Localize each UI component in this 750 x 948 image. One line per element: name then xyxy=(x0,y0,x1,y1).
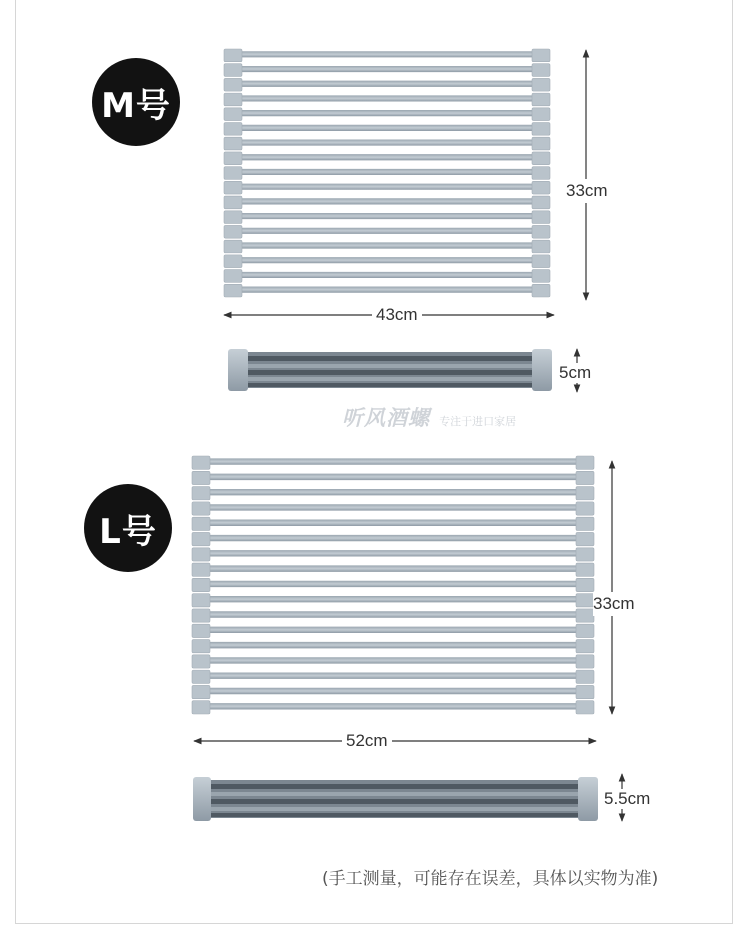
l-rack-end-cap xyxy=(576,471,594,484)
l-width-label: 33cm xyxy=(593,592,635,616)
m-rack-bar xyxy=(240,66,534,72)
l-rack-bar xyxy=(208,642,578,648)
l-rack-bar xyxy=(208,581,578,587)
l-rack-rolled xyxy=(193,777,598,821)
m-rack-bar xyxy=(240,169,534,175)
l-rack-bar xyxy=(208,688,578,694)
l-rack-end-cap xyxy=(576,548,594,561)
l-rack-end-cap xyxy=(576,594,594,607)
l-rack-end-cap xyxy=(576,532,594,545)
l-rack-end-cap xyxy=(192,517,210,530)
m-rack-bar xyxy=(240,139,534,145)
l-rack-end-cap xyxy=(576,655,594,668)
l-rack-end-cap xyxy=(576,578,594,591)
l-rack-end-cap xyxy=(576,502,594,515)
m-rack-bar xyxy=(240,184,534,190)
l-rack-bar xyxy=(208,520,578,526)
watermark xyxy=(342,402,516,432)
m-rack-end-cap xyxy=(532,167,550,180)
m-rack-end-cap xyxy=(224,137,242,150)
m-rack-end-cap xyxy=(224,181,242,194)
m-rack-end-cap xyxy=(532,196,550,209)
l-rolled-label: 5.5cm xyxy=(604,789,651,808)
l-rack-end-cap xyxy=(192,670,210,683)
m-length-label: 43cm xyxy=(372,305,422,325)
l-rack-bar xyxy=(208,627,578,633)
m-rack-rolled xyxy=(228,349,552,391)
m-rack-end-cap xyxy=(224,93,242,106)
m-rack-end-cap xyxy=(532,108,550,121)
l-rack-bar xyxy=(208,535,578,541)
m-rack-end-cap xyxy=(224,284,242,297)
m-rack-bar xyxy=(240,125,534,131)
m-rack-end-cap xyxy=(532,240,550,253)
l-rack-end-cap xyxy=(192,685,210,698)
l-rack-bar xyxy=(208,672,578,678)
l-rack-end-cap xyxy=(192,502,210,515)
l-rack-end-cap xyxy=(192,563,210,576)
l-rack-end-cap xyxy=(576,487,594,500)
m-rack-end-cap xyxy=(532,270,550,283)
m-rack-end-cap xyxy=(224,152,242,165)
m-rack-end-cap xyxy=(224,167,242,180)
l-rack-end-cap xyxy=(576,456,594,469)
m-rack-end-cap xyxy=(224,108,242,121)
m-rack-end-cap xyxy=(224,255,242,268)
m-rack-end-cap xyxy=(224,49,242,62)
l-rack-bar xyxy=(208,550,578,556)
m-rack-bar xyxy=(240,287,534,293)
l-rack-end-cap xyxy=(192,624,210,637)
m-rack-end-cap xyxy=(532,211,550,224)
measurement-note: (手工测量，可能存在误差，具体以实物为准) xyxy=(322,869,659,889)
m-rack-end-cap xyxy=(224,211,242,224)
m-rack-end-cap xyxy=(224,225,242,238)
m-rack-bar xyxy=(240,51,534,57)
l-rack-bar xyxy=(208,657,578,663)
l-rack-end-cap xyxy=(192,655,210,668)
l-rack-flat xyxy=(192,456,594,714)
m-rack-end-cap xyxy=(532,93,550,106)
l-rack-end-cap xyxy=(192,609,210,622)
m-rack-bar xyxy=(240,154,534,160)
l-rack-end-cap xyxy=(576,624,594,637)
l-rack-end-cap xyxy=(576,685,594,698)
l-rack-bar xyxy=(208,703,578,709)
l-rack-bar xyxy=(208,565,578,571)
l-rack-end-cap xyxy=(576,670,594,683)
m-rack-end-cap xyxy=(224,240,242,253)
l-rack-end-cap xyxy=(192,701,210,714)
m-rack-end-cap xyxy=(224,78,242,91)
l-rack-bar xyxy=(208,458,578,464)
m-rack-end-cap xyxy=(224,64,242,77)
l-rack-end-cap xyxy=(576,701,594,714)
m-rack-end-cap xyxy=(532,181,550,194)
l-rack-bar xyxy=(208,611,578,617)
l-rack-bar xyxy=(208,596,578,602)
m-rack-end-cap xyxy=(532,64,550,77)
m-width-label: 33cm xyxy=(566,179,608,203)
l-rack-bar xyxy=(208,489,578,495)
m-rack-end-cap xyxy=(532,152,550,165)
watermark-script: 听风酒螺 xyxy=(342,405,430,430)
size-badge-l: L号 xyxy=(84,484,172,572)
l-rack-end-cap xyxy=(192,594,210,607)
l-rack-end-cap xyxy=(576,563,594,576)
l-rack-end-cap xyxy=(192,487,210,500)
m-rack-end-cap xyxy=(224,270,242,283)
m-rack-bar xyxy=(240,272,534,278)
l-length-label: 52cm xyxy=(342,731,392,751)
size-badge-m: M号 xyxy=(92,58,180,146)
l-rack-end-cap xyxy=(192,456,210,469)
m-rack-bar xyxy=(240,257,534,263)
m-rolled-label: 5cm xyxy=(559,363,592,382)
l-rack-end-cap xyxy=(576,609,594,622)
l-rack-bar xyxy=(208,504,578,510)
m-rack-end-cap xyxy=(224,196,242,209)
l-rack-end-cap xyxy=(576,640,594,653)
l-rack-bar xyxy=(208,474,578,480)
l-rack-end-cap xyxy=(192,578,210,591)
m-rack-end-cap xyxy=(532,137,550,150)
m-rack-bar xyxy=(240,95,534,101)
l-rack-end-cap xyxy=(192,548,210,561)
m-rack-bar xyxy=(240,198,534,204)
m-rack-end-cap xyxy=(532,284,550,297)
m-rack-end-cap xyxy=(224,123,242,136)
l-rack-end-cap xyxy=(192,471,210,484)
m-rack-end-cap xyxy=(532,49,550,62)
m-rack-end-cap xyxy=(532,255,550,268)
m-rack-end-cap xyxy=(532,78,550,91)
m-rack-flat xyxy=(224,49,550,297)
m-rack-end-cap xyxy=(532,225,550,238)
watermark-tagline: 专注于进口家居 xyxy=(439,415,517,428)
l-rack-end-cap xyxy=(576,517,594,530)
m-rack-bar xyxy=(240,81,534,87)
m-rack-bar xyxy=(240,228,534,234)
l-rack-end-cap xyxy=(192,640,210,653)
m-rack-end-cap xyxy=(532,123,550,136)
m-rack-bar xyxy=(240,213,534,219)
m-rack-bar xyxy=(240,110,534,116)
l-rack-end-cap xyxy=(192,532,210,545)
m-rack-bar xyxy=(240,242,534,248)
